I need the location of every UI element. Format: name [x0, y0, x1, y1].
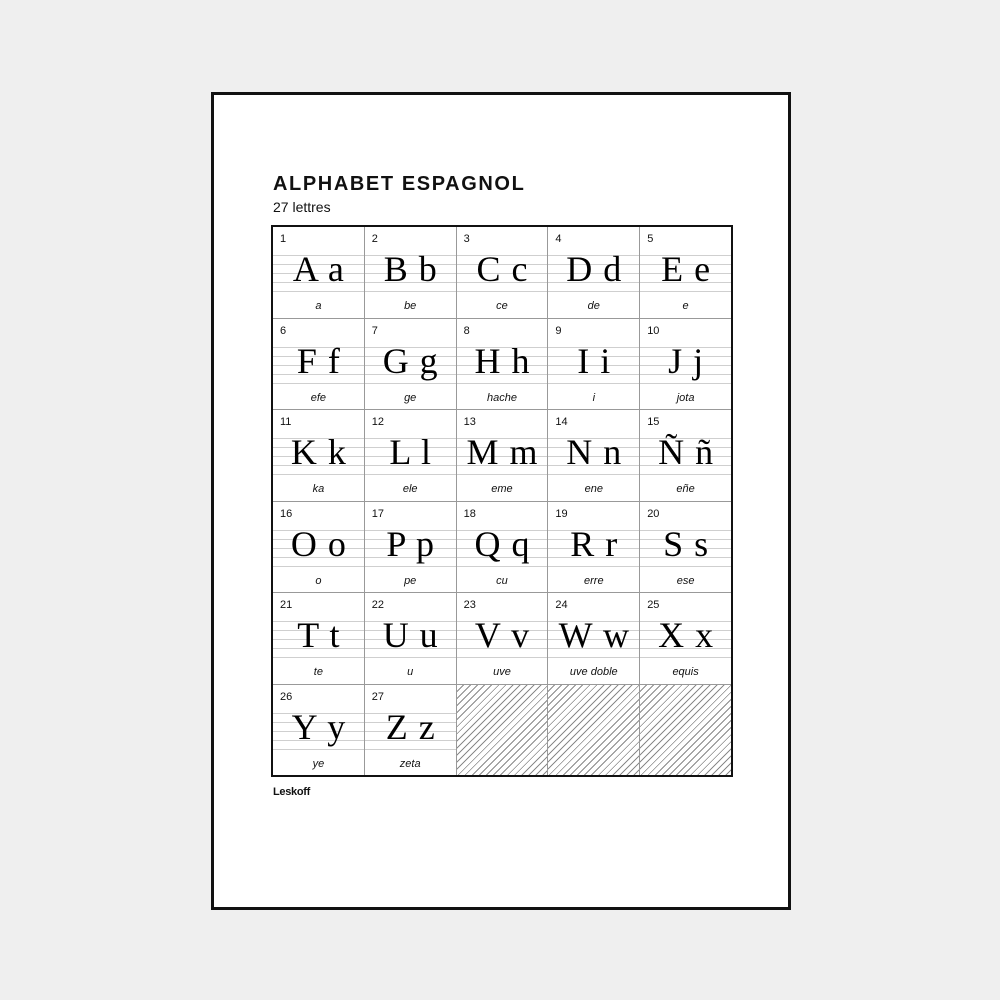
poster [211, 92, 791, 910]
letter-cell [548, 227, 639, 318]
letter-number: 27 [371, 690, 385, 703]
letter-number: 3 [463, 233, 470, 245]
empty-hatched-cell [548, 685, 639, 776]
letter-number: 10 [647, 324, 660, 337]
letter-number: 5 [647, 233, 654, 245]
letter-number: 4 [555, 233, 562, 245]
letter-name: de [587, 300, 600, 312]
letter-glyph: U u [382, 615, 438, 655]
letter-cell [640, 410, 731, 501]
letter-cell [457, 410, 548, 501]
empty-hatched-cell [457, 685, 548, 776]
letter-number: 9 [555, 324, 562, 337]
letter-glyph: W w [558, 615, 629, 655]
letter-cell [273, 319, 364, 410]
letter-cell [273, 410, 364, 501]
letter-glyph: K k [290, 432, 346, 472]
letter-name: a [315, 300, 322, 312]
letter-cell [457, 319, 548, 410]
letter-cell [640, 319, 731, 410]
letter-cell [365, 685, 456, 776]
letter-number: 2 [371, 233, 378, 245]
letter-cell [273, 227, 364, 318]
letter-number: 22 [371, 599, 385, 611]
letter-name: be [404, 300, 417, 312]
letter-glyph: I i [577, 340, 611, 381]
letter-glyph: V v [474, 615, 530, 655]
letter-name: ye [312, 757, 325, 770]
letter-glyph: E e [661, 249, 711, 289]
letter-number: 24 [555, 599, 568, 611]
letter-name: uve doble [569, 666, 618, 678]
letter-number: 18 [463, 507, 476, 520]
letter-glyph: O o [290, 523, 346, 564]
letter-cell [365, 227, 456, 318]
letter-name: jota [676, 391, 695, 404]
letter-number: 25 [647, 599, 660, 611]
letter-name: pe [404, 574, 417, 587]
letter-glyph: Q q [474, 523, 530, 564]
letter-name: te [313, 666, 323, 678]
letter-name: hache [487, 391, 517, 404]
poster-subtitle: 27 lettres [273, 199, 331, 215]
letter-name: cu [496, 574, 508, 587]
letter-name: ene [584, 483, 603, 495]
letter-number: 11 [280, 416, 292, 428]
letter-glyph: T t [297, 615, 340, 655]
poster-title: ALPHABET ESPAGNOL [273, 173, 526, 195]
letter-number: 23 [463, 599, 476, 611]
letter-cell [548, 410, 639, 501]
letter-number: 15 [647, 416, 660, 428]
letter-cell [640, 502, 731, 593]
letter-glyph: D d [566, 249, 622, 289]
letter-number: 8 [463, 324, 470, 337]
letter-name: ce [496, 300, 508, 312]
letter-glyph: Z z [385, 706, 435, 747]
letter-glyph: L l [389, 432, 432, 472]
letter-name: erre [584, 574, 604, 587]
letter-cell [273, 685, 364, 776]
letter-name: efe [310, 391, 327, 404]
letter-name: ka [312, 483, 325, 495]
letter-name: uve [493, 666, 511, 678]
letter-cell [273, 502, 364, 593]
empty-hatched-cell [640, 685, 731, 776]
letter-cell [365, 502, 456, 593]
letter-glyph: R r [570, 523, 618, 564]
letter-cell [548, 502, 639, 593]
letter-glyph: N n [566, 432, 622, 472]
letter-name: o [315, 574, 322, 587]
letter-glyph: J j [668, 340, 704, 381]
letter-name: e [682, 300, 689, 312]
letter-number: 1 [280, 233, 287, 245]
letter-number: 21 [280, 599, 293, 611]
letter-name: i [592, 391, 596, 404]
letter-number: 20 [647, 507, 660, 520]
letter-name: ese [676, 574, 695, 587]
letter-cell [457, 593, 548, 684]
letter-name: eme [491, 483, 513, 495]
letter-glyph: S s [663, 523, 709, 564]
letter-glyph: C c [476, 249, 528, 289]
letter-cell [365, 410, 456, 501]
letter-glyph: A a [292, 249, 344, 289]
letter-number: 12 [371, 416, 385, 428]
letter-name: zeta [399, 757, 421, 770]
letter-cell [640, 227, 731, 318]
alphabet-grid [271, 225, 733, 777]
letter-number: 7 [371, 324, 378, 337]
letter-glyph: Ñ ñ [658, 432, 714, 472]
letter-glyph: F f [296, 340, 340, 381]
letter-cell [365, 319, 456, 410]
letter-glyph: M m [466, 432, 538, 472]
letter-glyph: X x [658, 615, 714, 655]
letter-number: 17 [371, 507, 385, 520]
letter-cell [548, 319, 639, 410]
letter-glyph: P p [386, 523, 435, 564]
letter-number: 6 [280, 324, 287, 337]
letter-number: 13 [463, 416, 476, 428]
letter-glyph: B b [383, 249, 437, 289]
brand-logo: Leskoff [273, 786, 311, 798]
letter-glyph: G g [382, 340, 438, 381]
letter-name: ele [402, 483, 418, 495]
letter-number: 14 [555, 416, 568, 428]
letter-cell [457, 227, 548, 318]
letter-number: 26 [280, 690, 293, 703]
letter-number: 16 [280, 507, 293, 520]
letter-name: u [407, 666, 414, 678]
letter-cell [273, 593, 364, 684]
letter-cell [457, 502, 548, 593]
letter-glyph: H h [474, 340, 530, 381]
letter-glyph: Y y [291, 706, 346, 747]
letter-cell [365, 593, 456, 684]
letter-name: ge [404, 391, 417, 404]
letter-name: equis [672, 666, 699, 678]
letter-number: 19 [555, 507, 568, 520]
letter-cell [640, 593, 731, 684]
letter-name: eñe [676, 483, 695, 495]
letter-cell [548, 593, 639, 684]
